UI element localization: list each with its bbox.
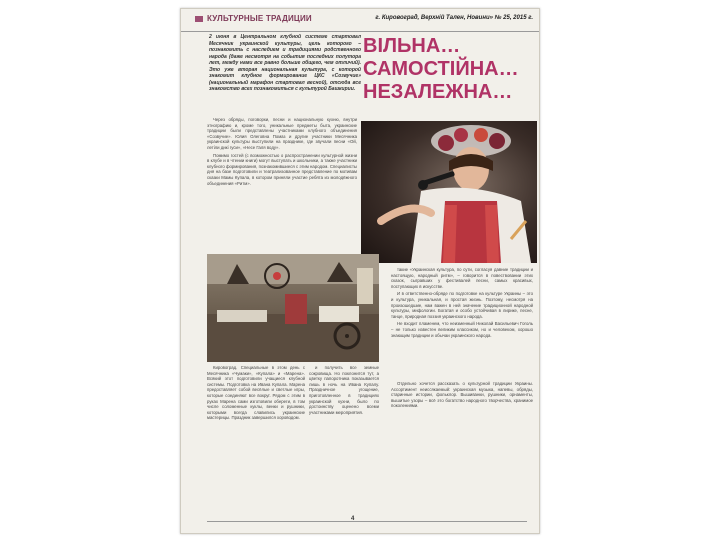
headline-line-2: САМОСТІЙНА… bbox=[363, 58, 519, 80]
page-header bbox=[181, 9, 539, 32]
singer-photo-drawing bbox=[361, 121, 537, 263]
paragraph: такие «Украинская культура, по сути, согласуя давние традиции и настоящую, народный ритм», – говорится в повествовании этих сказок, сыгравших у фестивалей песни, самых красивых, поступающих в искусстве. bbox=[391, 267, 533, 289]
issue-info: г. Кировоград, Верхній Тален, Новини» № 25, 2015 г. bbox=[375, 15, 533, 21]
bottom-rule bbox=[207, 521, 527, 522]
article-headline bbox=[363, 35, 537, 104]
paragraph: И в ответственно-обряде по подготовке на культуре Украины – это и культура, уникальная, и простая жизнь. Поэтому, несмотря на произошедшие, нам важен в ней значение традиционной народной культуры, мифологии. Богатая и особо устойчивая в лирике, песне, танце, природная поэзия украинского народа. bbox=[391, 291, 533, 319]
paragraph: Не входит пламенем, что неизменный Николай Васильевич Гоголь – не только известен великим классиком, но и человеком, хорошо знающим традиции и обычаи украинского народа. bbox=[391, 321, 533, 338]
column-bottom-left bbox=[207, 365, 305, 515]
rubric-marker bbox=[195, 16, 203, 22]
exhibition-photo-drawing bbox=[207, 254, 379, 362]
paragraph: Кировоград. Специальные в этом день с Месячника «Чумаки», «Купала» и «Марена». Всякий этот подготовили учащиеся клубной системы. Подготовка на Ивана Купала. Марена предоставляет собой весёлые и светлые игры, которые соединяют все вокруг. Рядом с этим в руках Марена сами изготовили обереги, в том числе соломенные куклы, венки и рушники, которыми всегда славились украинские мастерицы. Праздник завершился хороводом. bbox=[207, 365, 305, 421]
page-number: 4 bbox=[351, 516, 355, 522]
paragraph: и получить все земные сокровища. Но поклонится тут, а цветку папоротника показывается лишь в ночь на Ивана Купалу. Праздничное угощение, приготовленное в традициях украинской кухни, было по достоинству оценено всеми участниками мероприятия. bbox=[309, 365, 379, 415]
column-bottom-right bbox=[391, 381, 533, 515]
exhibition-photo bbox=[207, 254, 379, 362]
rubric-title: КУЛЬТУРНЫЕ ТРАДИЦИИ bbox=[207, 14, 312, 23]
column-bottom-mid bbox=[309, 365, 379, 515]
article-lead: 2 июня в Центральном клубной системе стартовал Месячник украинской культуры, цель которого – познакомить с наследием и традициями родственного народа (даже несмотря на события последних полутора лет, между нами все равно больше общего, чем отличий). Это уже вторая национальная культура, с которой знакомит клубное формирование ЦКС «Созвучие» (национальный марафон стартовал весной), отсюда все знакомство всех познакомиться с культурой Башкирии. bbox=[209, 34, 361, 92]
headline-line-1: ВІЛЬНА… bbox=[363, 35, 461, 57]
paragraph: Через обряды, поговорки, песни и национальную кухню, внутри этнографию и, кроме того, уникальные предметы быта, украинские традиции были представлены участниками клубного объединения «Созвучие». Юлия Олеговна Помаз и другие участники Месячника украинской культуры выступили на празднике, где звучали песни «Ой, летіли дикі гуси», «Несе Галя воду». bbox=[207, 117, 357, 150]
paragraph: Помимо гостей (с возможностью о распространении культурной жизни в клубе и в чтении книги) могут выступать и школьники, а также участники клубного формирования, познакомившиеся с этим народом. Специалисты дня на базе подготовили и театрализованное представление по мотивам сказки Мамы Купала, в котором приняли участие ребята из молодёжного объединения «Ритм». bbox=[207, 152, 357, 186]
headline-line-3: НЕЗАЛЕЖНА… bbox=[363, 81, 513, 103]
column-left-top bbox=[207, 117, 357, 251]
singer-photo bbox=[361, 121, 537, 263]
newspaper-page bbox=[180, 8, 540, 534]
column-right-mid bbox=[391, 267, 533, 377]
paragraph: Отдельно хочется рассказать о культурной традиции Украины. Ассортимент неиссякаемый: украинская музыка, напевы, обряды, старинные истории, фольклор. Вышиванки, рушники, орнаменты, вышитые узоры – всё это богатство народного творчества, хранимое поколениями. bbox=[391, 381, 533, 409]
